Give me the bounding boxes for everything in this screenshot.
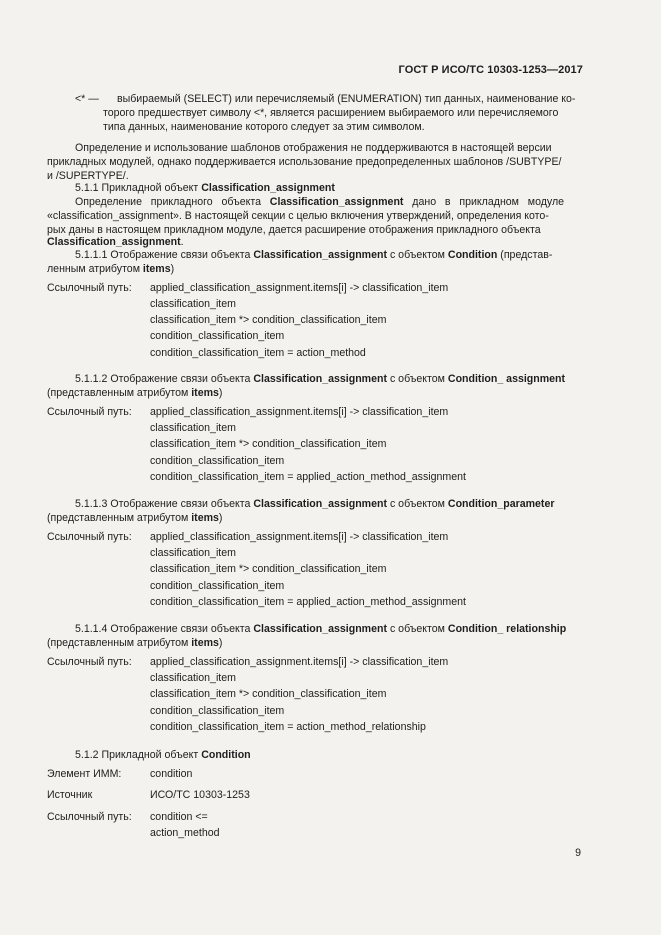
ref-path-label: Ссылочный путь:: [47, 406, 132, 418]
standard-header: ГОСТ Р ИСО/ТС 10303-1253—2017: [398, 64, 583, 76]
entity-name: Classification_assignment: [269, 196, 404, 208]
definition-line: рых даны в настоящем прикладном модуле, дается расширение отображения прикладного объекта: [47, 224, 541, 236]
ref-path-line: applied_classification_assignment.items[i] -> classification_item: [150, 406, 449, 418]
note-mark: <* —: [75, 93, 99, 105]
ref-path-line: condition_classification_item: [150, 705, 285, 717]
note-line: торого предшествует символу <*, является расширением выбираемого или перечисляемого: [103, 107, 559, 119]
ref-path-line: applied_classification_assignment.items[i] -> classification_item: [150, 531, 449, 543]
section-heading-5-1-1-3: 5.1.1.3 Отображение связи объекта Classification_assignment с объектом Condition_parameter: [75, 498, 555, 510]
source-label: Источник: [47, 789, 93, 801]
ref-path-line: classification_item: [150, 298, 236, 310]
ref-path-line: action_method: [150, 827, 220, 839]
section-heading-5-1-1-4: 5.1.1.4 Отображение связи объекта Classification_assignment с объектом Condition_ relationship: [75, 623, 567, 635]
entity-name: Classification_assignment: [201, 182, 335, 194]
ref-path-line: classification_item: [150, 672, 236, 684]
ref-path-line: condition_classification_item = applied_action_method_assignment: [150, 471, 466, 483]
ref-path-line: condition_classification_item = applied_action_method_assignment: [150, 596, 466, 608]
note-line: выбираемый (SELECT) или перечисляемый (ENUMERATION) тип данных, наименование ко-: [117, 93, 576, 105]
intro-line: прикладных модулей, однако поддерживается использование предопределенных шаблонов /SUBTYPE/: [47, 156, 562, 168]
ref-path-label: Ссылочный путь:: [47, 811, 132, 823]
entity-name: Condition: [201, 749, 251, 761]
ref-path-line: classification_item *> condition_classification_item: [150, 314, 387, 326]
page-number: 9: [575, 847, 581, 859]
ref-path-line: classification_item *> condition_classification_item: [150, 438, 387, 450]
definition-line: «classification_assignment». В настоящей секции с целью включения утверждений, определения кото-: [47, 210, 549, 222]
aim-element-label: Элемент ИММ:: [47, 768, 122, 780]
ref-path-line: condition_classification_item: [150, 455, 285, 467]
ref-path-line: condition <=: [150, 811, 208, 823]
definition-line: Определение прикладного объекта Classification_assignment дано в прикладном модуле: [75, 196, 565, 208]
section-heading-5-1-1-2: 5.1.1.2 Отображение связи объекта Classification_assignment с объектом Condition_ assignment: [75, 373, 566, 385]
ref-path-line: condition_classification_item: [150, 580, 285, 592]
definition-line: Classification_assignment.: [47, 236, 184, 248]
heading-continuation: (представленным атрибутом items): [47, 637, 223, 649]
ref-path-line: classification_item: [150, 547, 236, 559]
ref-path-label: Ссылочный путь:: [47, 531, 132, 543]
ref-path-label: Ссылочный путь:: [47, 282, 132, 294]
ref-path-line: condition_classification_item = action_method_relationship: [150, 721, 426, 733]
entity-name: Classification_assignment: [47, 236, 181, 248]
note-line: типа данных, наименование которого следует за этим символом.: [103, 121, 425, 133]
ref-path-line: applied_classification_assignment.items[i] -> classification_item: [150, 656, 449, 668]
section-heading-5-1-1: 5.1.1 Прикладной объект Classification_assignment: [75, 182, 335, 194]
ref-path-line: applied_classification_assignment.items[i] -> classification_item: [150, 282, 449, 294]
ref-path-line: condition_classification_item: [150, 330, 285, 342]
section-heading-5-1-2: 5.1.2 Прикладной объект Condition: [75, 749, 251, 761]
heading-continuation: ленным атрибутом items): [47, 263, 175, 275]
ref-path-label: Ссылочный путь:: [47, 656, 132, 668]
ref-path-line: classification_item *> condition_classification_item: [150, 688, 387, 700]
ref-path-line: classification_item: [150, 422, 236, 434]
ref-path-line: classification_item *> condition_classification_item: [150, 563, 387, 575]
aim-element-value: condition: [150, 768, 193, 780]
intro-line: Определение и использование шаблонов отображения не поддерживаются в настоящей версии: [75, 142, 552, 154]
intro-line: и /SUPERTYPE/.: [47, 170, 129, 182]
source-value: ИСО/ТС 10303-1253: [150, 789, 250, 801]
heading-continuation: (представленным атрибутом items): [47, 512, 223, 524]
section-heading-5-1-1-1: 5.1.1.1 Отображение связи объекта Classification_assignment с объектом Condition (представ-: [75, 249, 553, 261]
heading-continuation: (представленным атрибутом items): [47, 387, 223, 399]
ref-path-line: condition_classification_item = action_method: [150, 347, 366, 359]
